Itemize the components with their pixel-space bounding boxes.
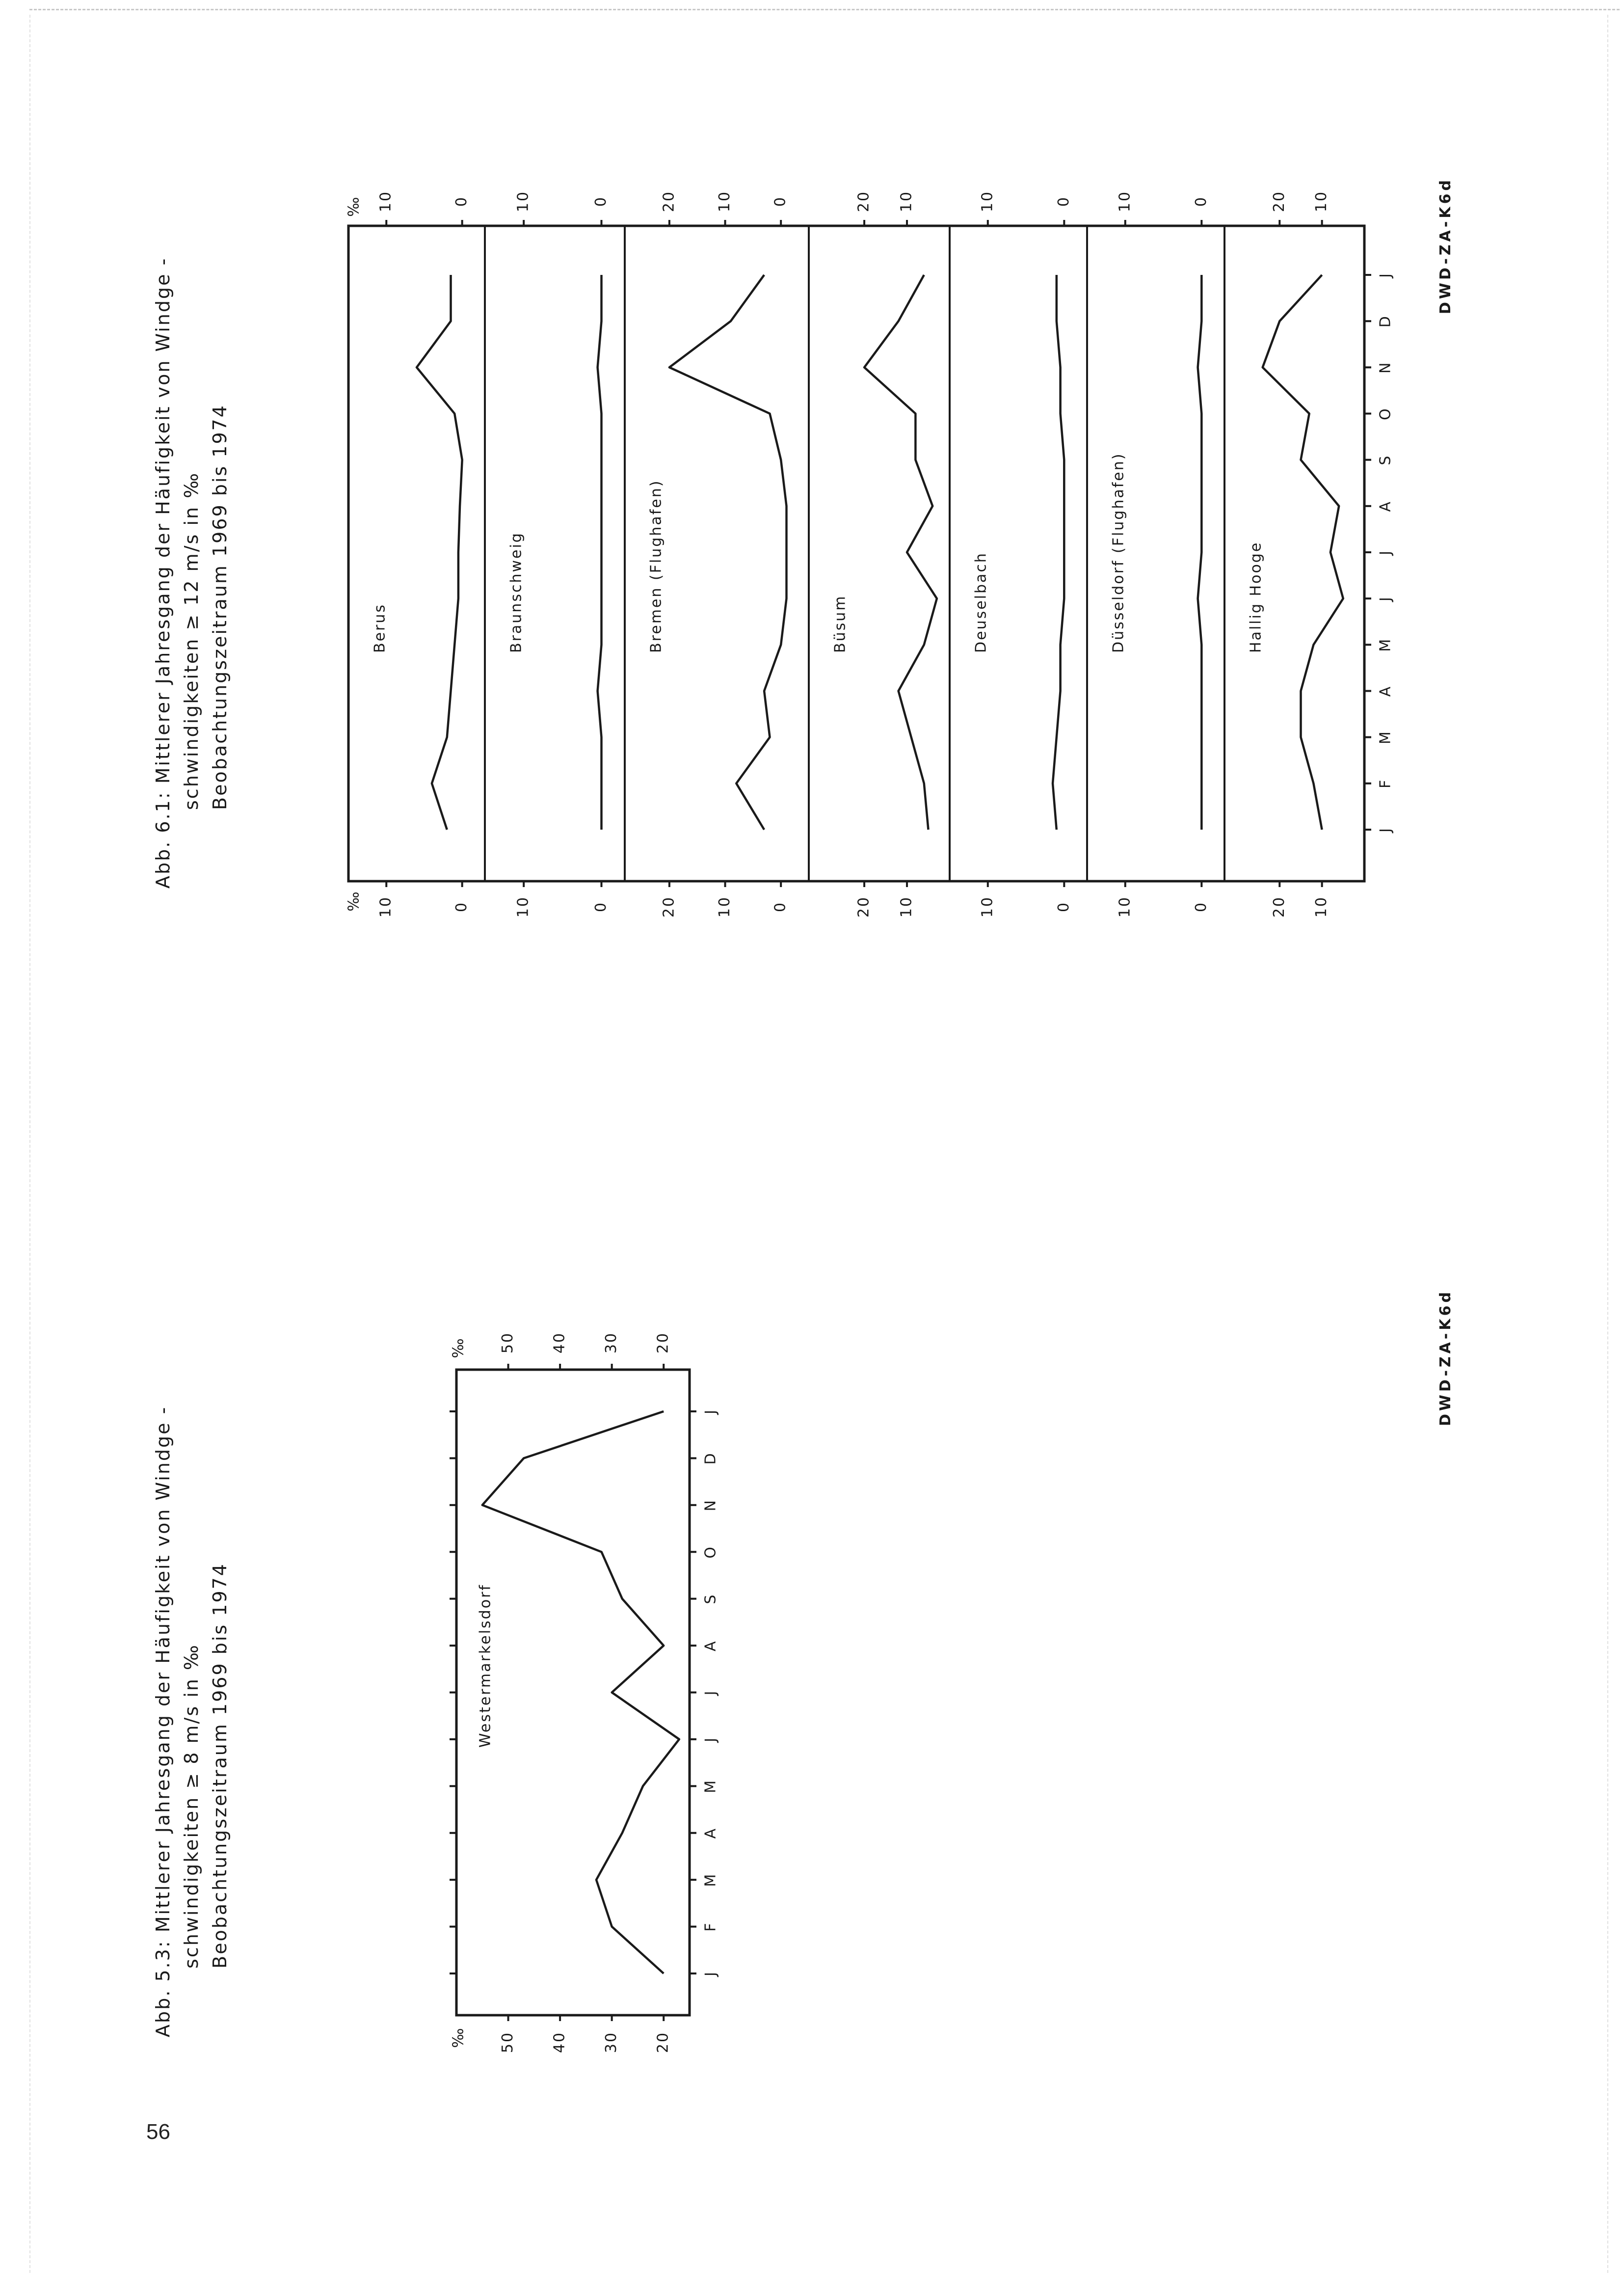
fig61-value-label-top: 10 bbox=[514, 190, 532, 213]
fig61-month-label: J bbox=[1377, 549, 1394, 555]
fig53-value-label-top: 40 bbox=[551, 1331, 568, 1354]
fig61-value-label-top: 20 bbox=[855, 190, 873, 213]
fig61-series-line bbox=[1263, 275, 1343, 830]
fig61-panel-name: Deuselbach bbox=[972, 552, 990, 653]
fig61-value-label-bottom: 0 bbox=[772, 901, 789, 913]
fig53-title-line2: schwindigkeiten ≥ 8 m/s in ‰ bbox=[181, 1644, 202, 1969]
fig61-unit-label-top: ‰ bbox=[345, 195, 363, 217]
fig53-value-label-bottom: 50 bbox=[499, 2031, 517, 2053]
fig53-title-line3: Beobachtungszeitraum 1969 bis 1974 bbox=[209, 1563, 231, 1969]
fig61-value-label-bottom: 20 bbox=[855, 895, 873, 918]
fig61-month-label: J bbox=[1377, 272, 1394, 278]
fig61-value-label-top: 10 bbox=[1313, 190, 1330, 213]
fig61-month-label: D bbox=[1377, 315, 1394, 328]
fig53-month-label: J bbox=[702, 1971, 719, 1976]
fig53-month-label: D bbox=[702, 1452, 719, 1465]
fig61-value-label-bottom: 0 bbox=[592, 901, 610, 913]
fig61-value-label-bottom: 20 bbox=[660, 895, 678, 918]
fig61-series-line bbox=[417, 275, 462, 830]
fig61-value-label-bottom: 10 bbox=[898, 895, 915, 918]
fig61-value-label-top: 0 bbox=[1192, 195, 1210, 207]
fig53-value-label-bottom: 20 bbox=[654, 2031, 672, 2053]
fig61-series-line bbox=[1053, 275, 1064, 830]
fig53-title-line1: Abb. 5.3: Mittlerer Jahresgang der Häufigkeit von Windge - bbox=[152, 1405, 174, 2037]
fig53-month-label: S bbox=[702, 1593, 719, 1604]
fig53-value-label-top: 50 bbox=[499, 1331, 517, 1354]
fig53-month-label: M bbox=[702, 1872, 719, 1887]
fig53-unit-label-bottom: ‰ bbox=[450, 2026, 467, 2048]
fig61-value-label-top: 20 bbox=[660, 190, 678, 213]
fig61-value-label-top: 10 bbox=[1116, 190, 1134, 213]
fig61-series-line bbox=[864, 275, 937, 830]
fig61-value-label-bottom: 0 bbox=[1055, 901, 1072, 913]
fig53-month-label: J bbox=[702, 1408, 719, 1414]
fig53-month-label: J bbox=[702, 1736, 719, 1742]
fig61-value-label-bottom: 10 bbox=[979, 895, 996, 918]
fig61-panel-name: Hallig Hooge bbox=[1247, 541, 1265, 653]
fig61-title-line1: Abb. 6.1: Mittlerer Jahresgang der Häufigkeit von Windge - bbox=[152, 257, 174, 889]
fig61-month-label: J bbox=[1377, 827, 1394, 833]
fig61-month-label: A bbox=[1377, 685, 1394, 697]
fig61-unit-label-bottom: ‰ bbox=[345, 890, 363, 912]
fig61-value-label-top: 10 bbox=[377, 190, 395, 213]
page-number: 56 bbox=[146, 2120, 170, 2144]
fig53-series-name: Westermarkelsdorf bbox=[477, 1584, 494, 1748]
fig61-month-label: M bbox=[1377, 637, 1394, 652]
fig61-value-label-bottom: 0 bbox=[1192, 901, 1210, 913]
fig61-title-line3: Beobachtungszeitraum 1969 bis 1974 bbox=[209, 404, 231, 810]
fig53-value-label-bottom: 30 bbox=[603, 2031, 620, 2053]
fig61-month-label: N bbox=[1377, 361, 1394, 374]
fig53-month-label: M bbox=[702, 1779, 719, 1793]
fig53-month-label: F bbox=[702, 1921, 719, 1932]
fig61-panel-name: Braunschweig bbox=[507, 532, 525, 653]
fig61-value-label-top: 0 bbox=[1055, 195, 1072, 207]
fig61-month-label: S bbox=[1377, 454, 1394, 465]
fig61-month-label: A bbox=[1377, 500, 1394, 512]
fig53-month-label: O bbox=[702, 1545, 719, 1559]
charts-layer bbox=[346, 190, 1394, 2053]
fig53-archive-code: DWD-ZA-K6d bbox=[1437, 1289, 1454, 1426]
fig53-value-label-top: 20 bbox=[654, 1331, 672, 1354]
fig61-value-label-top: 0 bbox=[772, 195, 789, 207]
fig61-month-label: O bbox=[1377, 407, 1394, 420]
fig61-value-label-top: 10 bbox=[979, 190, 996, 213]
fig61-panel-name: Düsseldorf (Flughafen) bbox=[1110, 452, 1127, 653]
fig61-archive-code: DWD-ZA-K6d bbox=[1437, 177, 1454, 314]
fig61-value-label-bottom: 10 bbox=[1313, 895, 1330, 918]
fig61-value-label-bottom: 10 bbox=[514, 895, 532, 918]
fig53-month-label: N bbox=[702, 1499, 719, 1512]
fig61-value-label-bottom: 20 bbox=[1270, 895, 1288, 918]
fig53-value-label-top: 30 bbox=[603, 1331, 620, 1354]
fig53-month-label: A bbox=[702, 1640, 719, 1651]
fig61-series-line bbox=[1198, 275, 1202, 830]
fig61-month-label: F bbox=[1377, 778, 1394, 788]
fig61-series-line bbox=[669, 275, 787, 830]
fig61-value-label-top: 10 bbox=[716, 190, 734, 213]
fig53-month-label: A bbox=[702, 1827, 719, 1839]
fig61-panel-name: Berus bbox=[371, 603, 389, 653]
fig53-series-line bbox=[482, 1411, 679, 1973]
fig61-value-label-bottom: 0 bbox=[453, 901, 471, 913]
fig61-series-line bbox=[598, 275, 602, 830]
fig61-month-label: J bbox=[1377, 595, 1394, 602]
fig53-month-label: J bbox=[702, 1689, 719, 1696]
fig61-panel-name: Bremen (Flughafen) bbox=[647, 479, 665, 653]
fig61-month-label: M bbox=[1377, 730, 1394, 745]
fig61-value-label-top: 0 bbox=[453, 195, 471, 207]
fig61-title-line2: schwindigkeiten ≥ 12 m/s in ‰ bbox=[181, 471, 202, 810]
fig61-value-label-top: 0 bbox=[592, 195, 610, 207]
fig61-value-label-top: 20 bbox=[1270, 190, 1288, 213]
fig61-value-label-bottom: 10 bbox=[716, 895, 734, 918]
fig61-value-label-bottom: 10 bbox=[1116, 895, 1134, 918]
fig61-plot-frame bbox=[348, 226, 1364, 881]
fig61-value-label-bottom: 10 bbox=[377, 895, 395, 918]
fig53-value-label-bottom: 40 bbox=[551, 2031, 568, 2053]
fig61-panel-name: Büsum bbox=[831, 594, 849, 653]
fig53-unit-label-top: ‰ bbox=[450, 1337, 467, 1358]
fig61-value-label-top: 10 bbox=[898, 190, 915, 213]
